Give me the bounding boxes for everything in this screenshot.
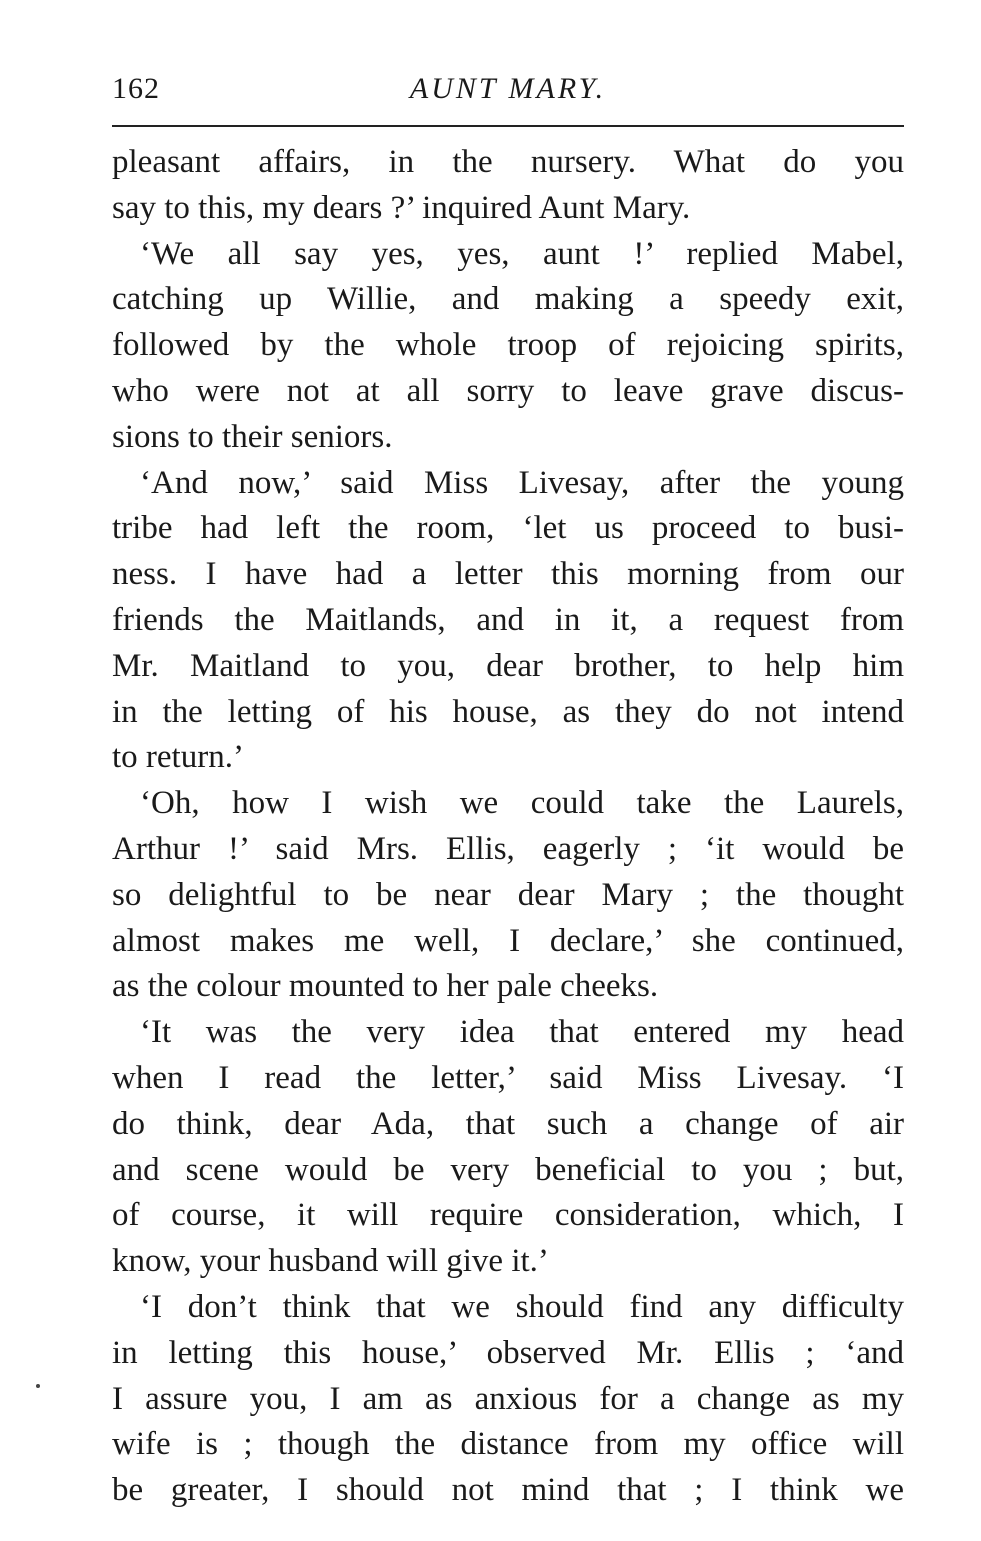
text-line: of course, it will require consideration, which, I bbox=[112, 1197, 904, 1234]
text-line: in letting this house,’ observed Mr. Ellis ; ‘and bbox=[112, 1334, 904, 1371]
text-line: Arthur !’ said Mrs. Ellis, eagerly ; ‘it would be bbox=[112, 830, 904, 867]
text-line: when I read the letter,’ said Miss Livesay. ‘I bbox=[112, 1059, 904, 1096]
page-number: 162 bbox=[112, 72, 160, 105]
text-line: followed by the whole troop of rejoicing spirits, bbox=[112, 327, 904, 364]
body-text bbox=[112, 140, 904, 1514]
page-header bbox=[112, 72, 904, 122]
text-line: in the letting of his house, as they do not intend bbox=[112, 693, 904, 730]
text-line: I assure you, I am as anxious for a change as my bbox=[112, 1380, 904, 1417]
text-line: as the colour mounted to her pale cheeks. bbox=[112, 968, 659, 1005]
text-line: friends the Maitlands, and in it, a request from bbox=[112, 601, 904, 638]
text-line: catching up Willie, and making a speedy exit, bbox=[112, 281, 904, 318]
text-line: ‘We all say yes, yes, aunt !’ replied Mabel, bbox=[140, 235, 904, 272]
text-line: wife is ; though the distance from my office will bbox=[112, 1426, 904, 1463]
text-line: ‘It was the very idea that entered my head bbox=[140, 1014, 904, 1051]
text-line: to return.’ bbox=[112, 739, 244, 776]
text-line: say to this, my dears ?’ inquired Aunt Mary. bbox=[112, 189, 691, 226]
text-line: know, your husband will give it.’ bbox=[112, 1243, 549, 1280]
text-line: do think, dear Ada, that such a change of air bbox=[112, 1105, 904, 1142]
text-line: Mr. Maitland to you, dear brother, to help him bbox=[112, 647, 904, 684]
text-line: ness. I have had a letter this morning from our bbox=[112, 556, 904, 593]
text-line: ‘I don’t think that we should find any difficulty bbox=[140, 1288, 904, 1325]
text-line: ‘And now,’ said Miss Livesay, after the young bbox=[140, 464, 904, 501]
margin-speck bbox=[36, 1384, 40, 1388]
header-rule bbox=[112, 125, 904, 127]
text-line: almost makes me well, I declare,’ she continued, bbox=[112, 922, 904, 959]
running-title: AUNT MARY. bbox=[409, 72, 607, 105]
text-line: and scene would be very beneficial to you ; but, bbox=[112, 1151, 904, 1188]
text-line: who were not at all sorry to leave grave discus- bbox=[112, 372, 904, 409]
text-line: tribe had left the room, ‘let us proceed to busi- bbox=[112, 510, 904, 547]
text-line: ‘Oh, how I wish we could take the Laurels, bbox=[140, 785, 904, 822]
text-line: sions to their seniors. bbox=[112, 418, 393, 455]
text-line: be greater, I should not mind that ; I think we bbox=[112, 1472, 904, 1509]
text-line: so delightful to be near dear Mary ; the thought bbox=[112, 876, 904, 913]
text-line: pleasant affairs, in the nursery. What do you bbox=[112, 144, 904, 180]
